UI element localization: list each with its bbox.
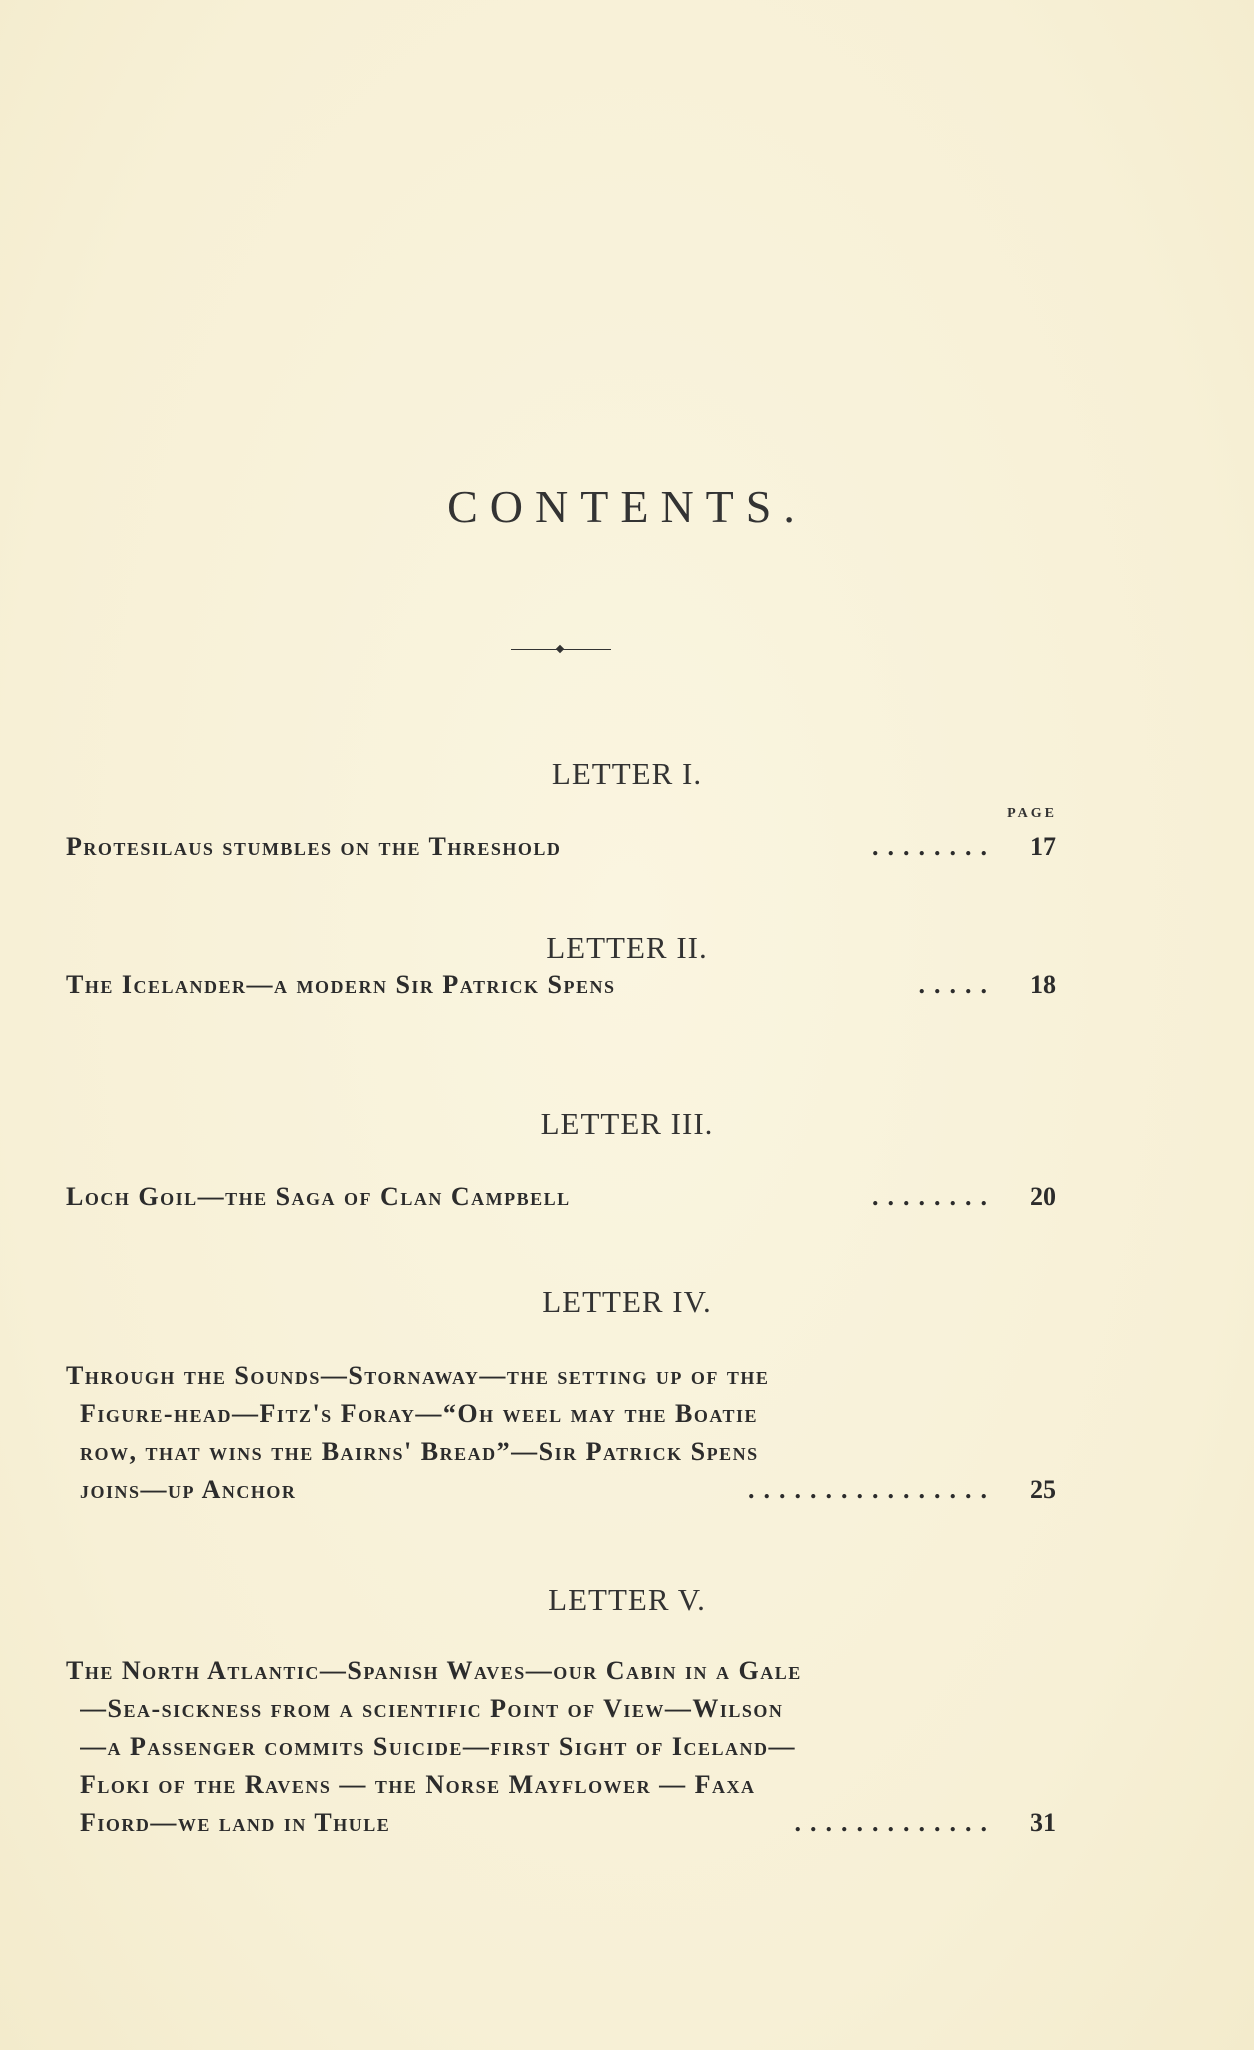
toc-entry-2[interactable]	[66, 966, 1056, 1004]
dot-leader: ........	[872, 832, 996, 861]
letter-heading-2: LETTER II.	[546, 930, 708, 965]
page-title: CONTENTS.	[447, 481, 807, 532]
entry-text: The North Atlantic—Spanish Waves—our Cabin in a Gale	[66, 1656, 802, 1685]
toc-entry-5[interactable]	[66, 1652, 1056, 1842]
entry-text: Fiord—we land in Thule	[80, 1808, 391, 1837]
entry-line	[66, 966, 1056, 1004]
entry-line	[66, 1178, 1056, 1216]
page-number: 20	[1030, 1182, 1056, 1211]
ornament-divider	[511, 646, 611, 654]
entry-text: Figure-head—Fitz's Foray—“Oh weel may the Boatie	[80, 1399, 759, 1428]
page-number: 18	[1030, 970, 1056, 999]
letter-heading-1: LETTER I.	[551, 756, 703, 791]
entry-text: Loch Goil—the Saga of Clan Campbell	[66, 1182, 571, 1211]
dot-leader: .....	[918, 970, 996, 999]
entry-line	[66, 1804, 1056, 1842]
entry-line	[66, 828, 1056, 866]
entry-text: —a Passenger commits Suicide—first Sight of Iceland—	[80, 1732, 796, 1761]
entry-line	[66, 1395, 1056, 1433]
page-number: 17	[1030, 832, 1056, 861]
letter-heading-4: LETTER IV.	[542, 1284, 712, 1319]
entry-line	[66, 1652, 1056, 1690]
entry-text: Floki of the Ravens — the Norse Mayflower — Faxa	[80, 1770, 756, 1799]
toc-entry-1[interactable]	[66, 828, 1056, 866]
entry-text: joins—up Anchor	[80, 1475, 297, 1504]
page-number: 31	[1030, 1808, 1056, 1837]
entry-text: row, that wins the Bairns' Bread”—Sir Patrick Spens	[80, 1437, 759, 1466]
entry-text: Through the Sounds—Stornaway—the setting up of the	[66, 1361, 770, 1390]
entry-line	[66, 1690, 1056, 1728]
dot-leader: .............	[794, 1808, 996, 1837]
entry-line	[66, 1766, 1056, 1804]
page-number: 25	[1030, 1475, 1056, 1504]
dot-leader: ................	[748, 1475, 996, 1504]
entry-text: Protesilaus stumbles on the Threshold	[66, 832, 562, 861]
entry-line	[66, 1471, 1056, 1509]
letter-heading-3: LETTER III.	[540, 1106, 714, 1141]
entry-line	[66, 1433, 1056, 1471]
letter-heading-5: LETTER V.	[548, 1582, 706, 1617]
entry-line	[66, 1728, 1056, 1766]
toc-entry-4[interactable]	[66, 1357, 1056, 1509]
entry-text: —Sea-sickness from a scientific Point of View—Wilson	[80, 1694, 784, 1723]
page-column-label: PAGE	[1007, 806, 1057, 821]
entry-line	[66, 1357, 1056, 1395]
dot-leader: ........	[872, 1182, 996, 1211]
diamond-icon	[556, 645, 564, 653]
toc-entry-3[interactable]	[66, 1178, 1056, 1216]
entry-text: The Icelander—a modern Sir Patrick Spens	[66, 970, 616, 999]
